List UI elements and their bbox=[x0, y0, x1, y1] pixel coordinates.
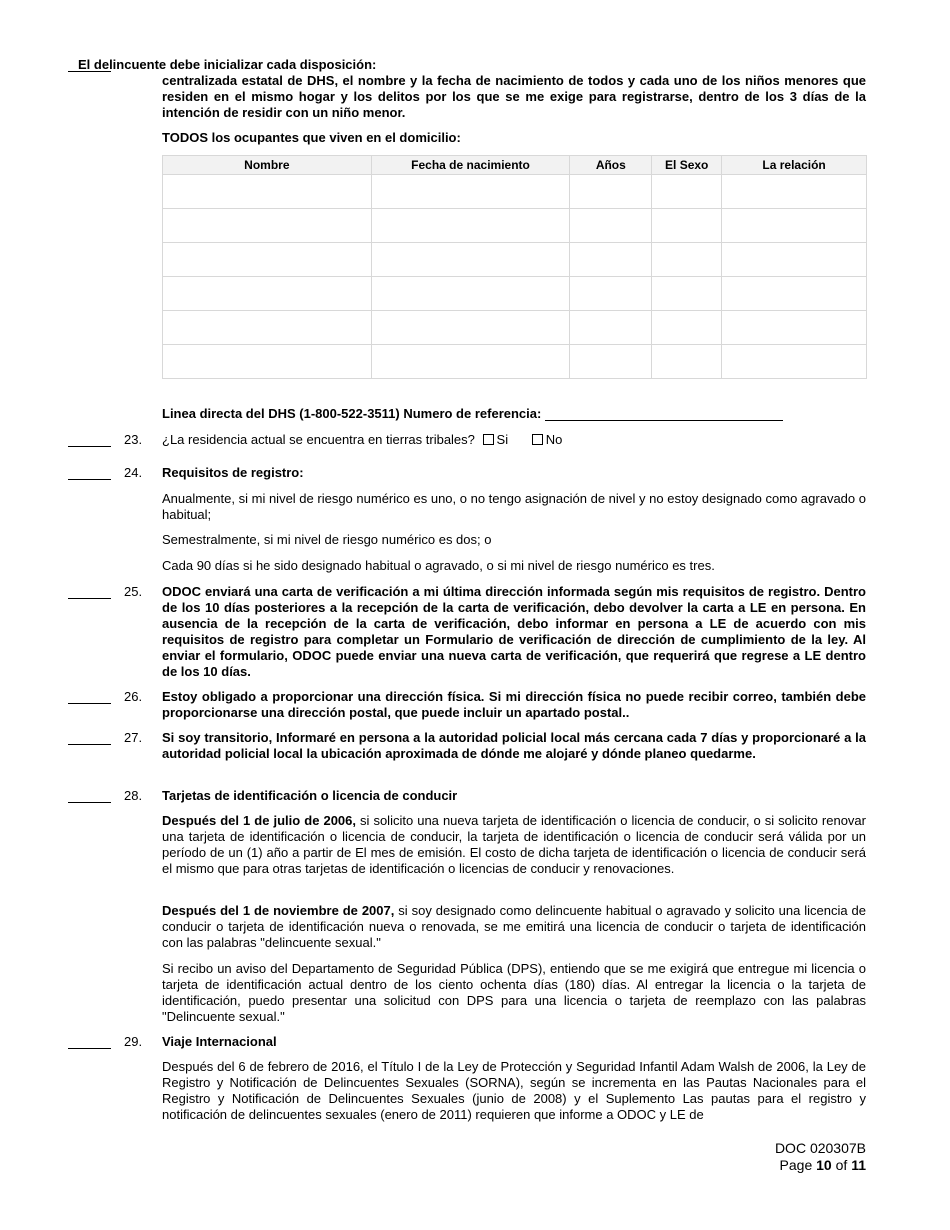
table-cell[interactable] bbox=[722, 209, 867, 243]
col-header-age: Años bbox=[570, 156, 652, 175]
table-cell[interactable] bbox=[371, 311, 570, 345]
table-cell[interactable] bbox=[371, 345, 570, 379]
col-header-name: Nombre bbox=[163, 156, 372, 175]
item-number: 26. bbox=[124, 689, 143, 704]
initial-blank-23[interactable] bbox=[68, 446, 111, 447]
table-cell[interactable] bbox=[570, 209, 652, 243]
occupants-heading: TODOS los ocupantes que viven en el domicilio: bbox=[162, 130, 461, 145]
table-cell[interactable] bbox=[163, 345, 372, 379]
table-cell[interactable] bbox=[722, 311, 867, 345]
table-cell[interactable] bbox=[652, 175, 722, 209]
item-28-paragraph-2007: Después del 1 de noviembre de 2007, si soy designado como delincuente habitual o agravado y solicito una licencia de conducir o tarjeta de identificación nueva o renovada, se me emitirá una licencia de conducir o tarjeta de identificación con las palabras "delincuente sexual." bbox=[162, 903, 867, 950]
initial-blank[interactable] bbox=[68, 71, 111, 72]
initial-blank-26[interactable] bbox=[68, 703, 111, 704]
label-yes: Si bbox=[496, 432, 509, 447]
table-row bbox=[163, 345, 867, 379]
table-cell[interactable] bbox=[722, 345, 867, 379]
item-number: 25. bbox=[124, 584, 143, 599]
table-row bbox=[163, 277, 867, 311]
initial-instruction: El delincuente debe inicializar cada disposición: bbox=[78, 57, 377, 72]
table-cell[interactable] bbox=[371, 209, 570, 243]
initial-blank-24[interactable] bbox=[68, 479, 111, 480]
table-cell[interactable] bbox=[163, 311, 372, 345]
item-29-paragraph: Después del 6 de febrero de 2016, el Título I de la Ley de Protección y Seguridad Infantil Adam Walsh de 2006, la Ley de Registro y Notificación de Delincuentes Sexuales (SORNA), según se incrementa en las Pautas Nacionales para el Registro y Notificación de Delincuentes Sexuales (junio de 2008) y el Suplemento Las pautas para el registro y notificación de delincuentes sexuales (enero de 2011) requieren que informe a ODOC y LE de bbox=[162, 1059, 866, 1122]
item-24-annual: Anualmente, si mi nivel de riesgo numérico es uno, o no tengo asignación de nivel y no estoy designado como agravado o habitual; bbox=[162, 491, 866, 522]
table-row bbox=[163, 175, 867, 209]
table-cell[interactable] bbox=[371, 175, 570, 209]
item-25-text: ODOC enviará una carta de verificación a mi última dirección informada según mis requisitos de registro. Dentro de los 10 días posteriores a la recepción de la carta de verificación, debo devolver la carta a LE en persona. En ausencia de la recepción de la carta de verificación, debo informar en persona a LE de acuerdo con mis requisitos de registro para completar un Formulario de verificación de dirección de cumplimiento de la ley. Al enviar el formulario, ODOC puede enviar una nueva carta de verificación, que requerirá que regrese a LE dentro de los 10 días. bbox=[162, 584, 866, 679]
item-26-text: Estoy obligado a proporcionar una dirección física. Si mi dirección física no puede recibir correo, también debe proporcionarse una dirección postal, que puede incluir un apartado postal.. bbox=[162, 689, 866, 720]
table-cell[interactable] bbox=[163, 209, 372, 243]
table-row bbox=[163, 243, 867, 277]
table-cell[interactable] bbox=[163, 243, 372, 277]
table-cell[interactable] bbox=[722, 243, 867, 277]
item-23-question: ¿La residencia actual se encuentra en tierras tribales? Si No bbox=[162, 432, 563, 447]
page-number: Page 10 of 11 bbox=[779, 1157, 866, 1173]
initial-blank-28[interactable] bbox=[68, 802, 111, 803]
item-29-title: Viaje Internacional bbox=[162, 1034, 277, 1049]
table-row bbox=[163, 209, 867, 243]
item-27-text: Si soy transitorio, Informaré en persona a la autoridad policial local más cercana cada 7 días y proporcionaré a la autoridad policial local la ubicación aproximada de dónde me alojaré y dónde planeo quedarme. bbox=[162, 730, 866, 761]
item-28-paragraph-2006: Después del 1 de julio de 2006, si solicito una nueva tarjeta de identificación o licencia de conducir, o si solicito renovar una tarjeta de identificación o licencia de conducir, la tarjeta de identificación o licencia de conducir será válida por un período de un (1) año a partir de El mes de emisión. El costo de dicha tarjeta de identificación o licencia de conducir será el mismo que para otras tarjetas de identificación o licencias de conducir y renovaciones. bbox=[162, 813, 866, 876]
label-no: No bbox=[545, 432, 563, 447]
table-cell[interactable] bbox=[652, 243, 722, 277]
page-footer bbox=[775, 1140, 866, 1174]
item-28-title: Tarjetas de identificación o licencia de conducir bbox=[162, 788, 458, 803]
item-number: 23. bbox=[124, 432, 143, 447]
table-row bbox=[163, 311, 867, 345]
table-cell[interactable] bbox=[163, 277, 372, 311]
occupants-table bbox=[162, 155, 867, 379]
table-cell[interactable] bbox=[570, 345, 652, 379]
table-cell[interactable] bbox=[570, 311, 652, 345]
table-header-row bbox=[163, 156, 867, 175]
item-28-paragraph-dps: Si recibo un aviso del Departamento de Seguridad Pública (DPS), entiendo que se me exigirá que entregue mi licencia o tarjeta de identificación actual dentro de los ciento ochenta días (180) días. Al entregar la licencia o la tarjeta de identificación, puedo presentar una solicitud con DPS para una licencia o tarjeta de reemplazo con las palabras "Delincuente sexual." bbox=[162, 961, 866, 1024]
item-24-semiannual: Semestralmente, si mi nivel de riesgo numérico es dos; o bbox=[162, 532, 492, 547]
checkbox-yes[interactable] bbox=[483, 434, 494, 445]
table-cell[interactable] bbox=[652, 311, 722, 345]
table-cell[interactable] bbox=[570, 277, 652, 311]
initial-blank-25[interactable] bbox=[68, 598, 111, 599]
intro-paragraph: centralizada estatal de DHS, el nombre y la fecha de nacimiento de todos y cada uno de los niños menores que residen en el mismo hogar y los delitos por los que se me exige para registrarse, dentro de los 3 días de la intención de residir con un niño menor. bbox=[162, 73, 866, 120]
table-cell[interactable] bbox=[722, 175, 867, 209]
item-number: 28. bbox=[124, 788, 143, 803]
table-cell[interactable] bbox=[163, 175, 372, 209]
table-cell[interactable] bbox=[652, 345, 722, 379]
table-cell[interactable] bbox=[371, 277, 570, 311]
table-cell[interactable] bbox=[652, 277, 722, 311]
table-cell[interactable] bbox=[722, 277, 867, 311]
dhs-hotline bbox=[162, 406, 866, 422]
item-number: 27. bbox=[124, 730, 143, 745]
table-cell[interactable] bbox=[570, 175, 652, 209]
table-cell[interactable] bbox=[371, 243, 570, 277]
table-cell[interactable] bbox=[570, 243, 652, 277]
item-number: 29. bbox=[124, 1034, 143, 1049]
col-header-sex: El Sexo bbox=[652, 156, 722, 175]
initial-blank-29[interactable] bbox=[68, 1048, 111, 1049]
initial-blank-27[interactable] bbox=[68, 744, 111, 745]
item-24-90days: Cada 90 días si he sido designado habitual o agravado, o si mi nivel de riesgo numérico es tres. bbox=[162, 558, 715, 573]
reference-number-field[interactable] bbox=[545, 408, 783, 421]
col-header-relation: La relación bbox=[722, 156, 867, 175]
item-number: 24. bbox=[124, 465, 143, 480]
hotline-label: Linea directa del DHS (1-800-522-3511) Numero de referencia: bbox=[162, 406, 542, 421]
col-header-birthdate: Fecha de nacimiento bbox=[371, 156, 570, 175]
checkbox-no[interactable] bbox=[532, 434, 543, 445]
table-cell[interactable] bbox=[652, 209, 722, 243]
item-24-title: Requisitos de registro: bbox=[162, 465, 304, 480]
doc-number: DOC 020307B bbox=[774, 1140, 866, 1156]
